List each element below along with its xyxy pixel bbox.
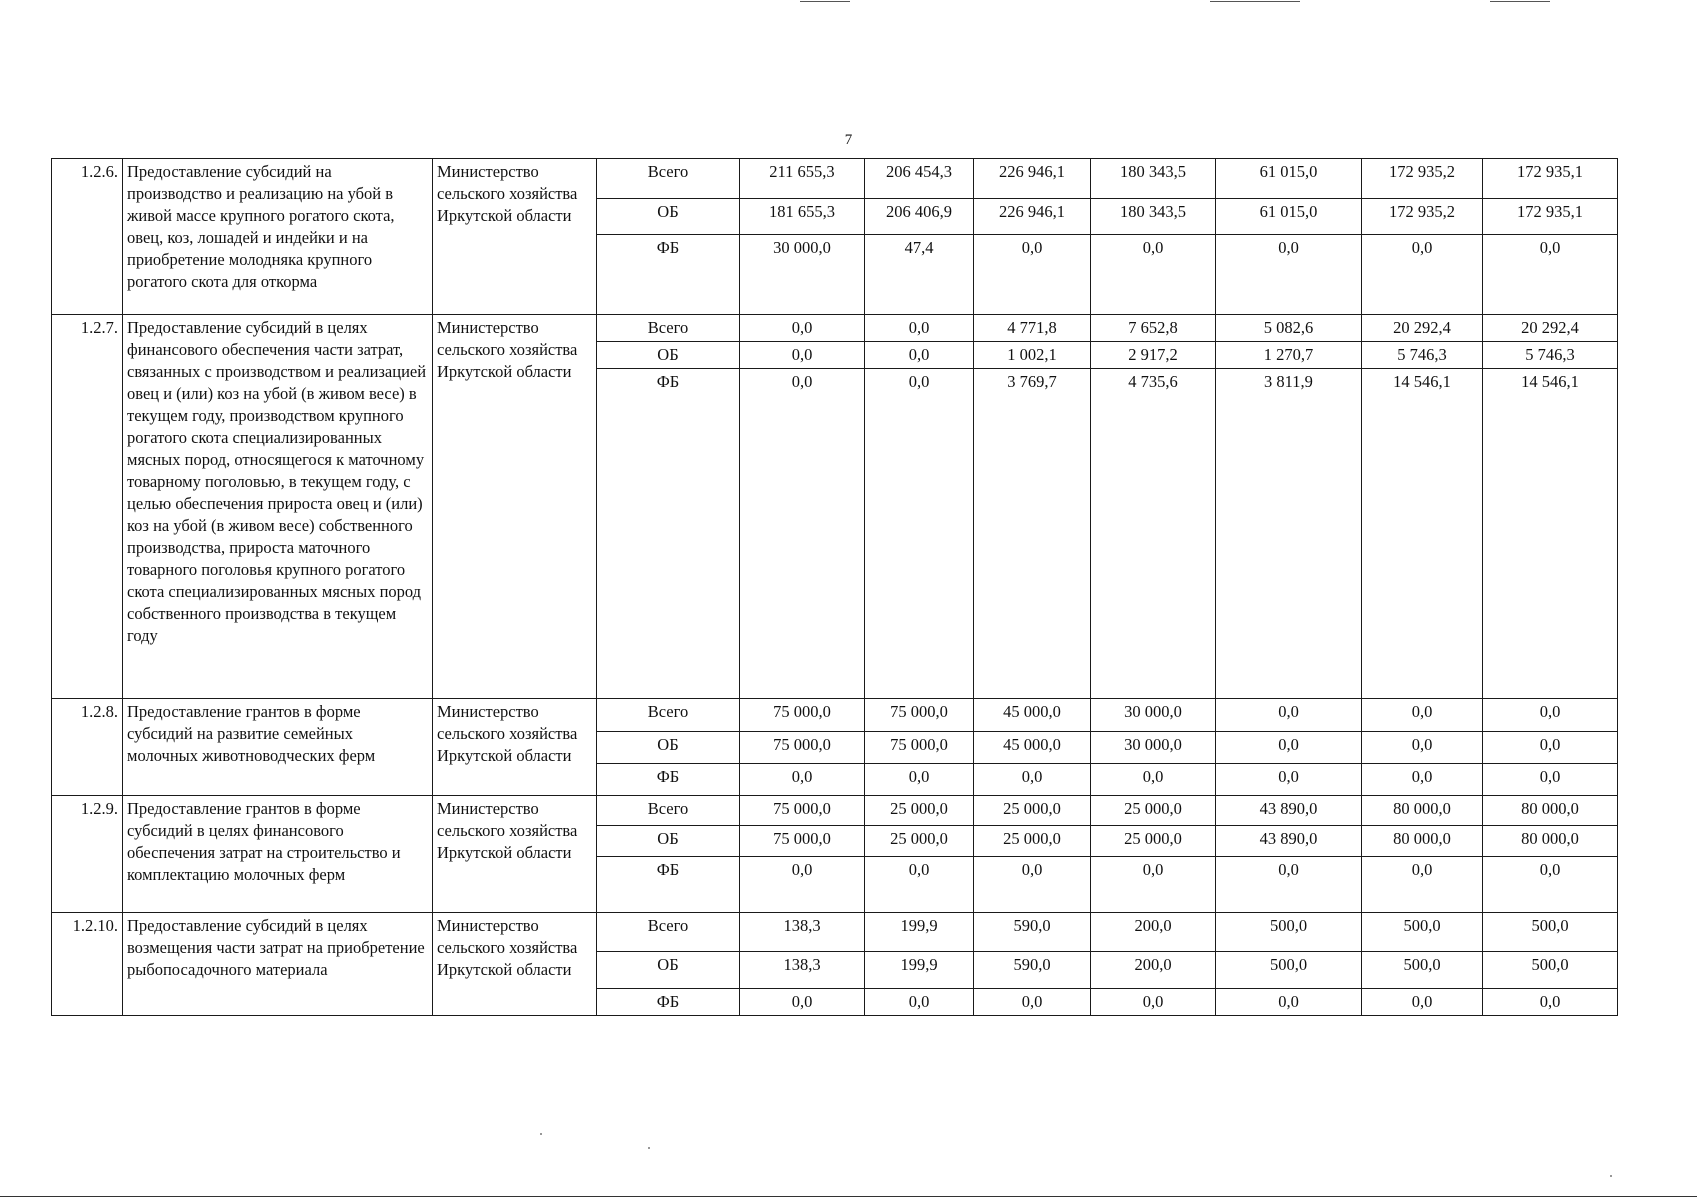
item-number: 1.2.8. (52, 699, 123, 796)
amount-cell: 1 002,1 (974, 342, 1091, 369)
amount-cell: 61 015,0 (1216, 199, 1362, 235)
scan-artifact-top (1490, 1, 1550, 2)
amount-cell: 172 935,1 (1483, 199, 1618, 235)
amount-cell: 0,0 (865, 342, 974, 369)
amount-cell: 0,0 (974, 989, 1091, 1016)
amount-cell: 0,0 (1216, 764, 1362, 796)
amount-cell: 0,0 (974, 235, 1091, 315)
scan-artifact-bottom (0, 1196, 1697, 1197)
amount-cell: 0,0 (1362, 764, 1483, 796)
amount-cell: 75 000,0 (865, 732, 974, 764)
item-number: 1.2.9. (52, 796, 123, 913)
amount-cell: 138,3 (740, 913, 865, 952)
amount-cell: 30 000,0 (1091, 732, 1216, 764)
amount-cell: 500,0 (1483, 913, 1618, 952)
amount-cell: 5 746,3 (1362, 342, 1483, 369)
amount-cell: 138,3 (740, 952, 865, 989)
amount-cell: 0,0 (740, 315, 865, 342)
amount-cell: 0,0 (1091, 235, 1216, 315)
amount-cell: 0,0 (865, 857, 974, 913)
amount-cell: 0,0 (1483, 989, 1618, 1016)
amount-cell: 0,0 (1091, 764, 1216, 796)
amount-cell: 25 000,0 (1091, 826, 1216, 857)
item-description: Предоставление субсидий на производство и реализацию на убой в живой массе крупного рогатого скота, овец, коз, лошадей и индейки и на приобретение молодняка крупного рогатого скота для откорма (123, 159, 433, 315)
table-row (52, 796, 1618, 826)
funding-source: Всего (597, 159, 740, 199)
amount-cell: 200,0 (1091, 952, 1216, 989)
funding-source: ФБ (597, 857, 740, 913)
amount-cell: 226 946,1 (974, 199, 1091, 235)
amount-cell: 0,0 (740, 369, 865, 699)
amount-cell: 590,0 (974, 913, 1091, 952)
amount-cell: 5 082,6 (1216, 315, 1362, 342)
amount-cell: 0,0 (1362, 732, 1483, 764)
funding-source: Всего (597, 913, 740, 952)
amount-cell: 25 000,0 (974, 826, 1091, 857)
amount-cell: 0,0 (1216, 857, 1362, 913)
amount-cell: 500,0 (1362, 913, 1483, 952)
amount-cell: 0,0 (865, 764, 974, 796)
amount-cell: 0,0 (1216, 989, 1362, 1016)
amount-cell: 500,0 (1362, 952, 1483, 989)
scan-artifact-top (1210, 1, 1300, 2)
amount-cell: 172 935,2 (1362, 199, 1483, 235)
amount-cell: 80 000,0 (1362, 826, 1483, 857)
scan-speck (648, 1147, 650, 1149)
amount-cell: 0,0 (740, 342, 865, 369)
amount-cell: 3 769,7 (974, 369, 1091, 699)
amount-cell: 0,0 (1362, 235, 1483, 315)
amount-cell: 172 935,2 (1362, 159, 1483, 199)
responsible-party: Министерство сельского хозяйства Иркутской области (433, 913, 597, 1016)
funding-source: ФБ (597, 235, 740, 315)
amount-cell: 180 343,5 (1091, 199, 1216, 235)
amount-cell: 20 292,4 (1483, 315, 1618, 342)
amount-cell: 181 655,3 (740, 199, 865, 235)
amount-cell: 4 771,8 (974, 315, 1091, 342)
amount-cell: 0,0 (865, 315, 974, 342)
amount-cell: 25 000,0 (865, 796, 974, 826)
funding-source: Всего (597, 315, 740, 342)
scan-speck (1610, 1175, 1612, 1177)
amount-cell: 0,0 (865, 989, 974, 1016)
amount-cell: 43 890,0 (1216, 826, 1362, 857)
amount-cell: 75 000,0 (865, 699, 974, 732)
amount-cell: 61 015,0 (1216, 159, 1362, 199)
amount-cell: 30 000,0 (740, 235, 865, 315)
amount-cell: 500,0 (1216, 952, 1362, 989)
scan-artifact-top (800, 1, 850, 2)
amount-cell: 2 917,2 (1091, 342, 1216, 369)
amount-cell: 0,0 (1362, 989, 1483, 1016)
item-number: 1.2.7. (52, 315, 123, 699)
table-row (52, 315, 1618, 342)
amount-cell: 25 000,0 (865, 826, 974, 857)
item-description: Предоставление грантов в форме субсидий на развитие семейных молочных животноводческих ферм (123, 699, 433, 796)
amount-cell: 0,0 (1362, 857, 1483, 913)
amount-cell: 75 000,0 (740, 826, 865, 857)
amount-cell: 226 946,1 (974, 159, 1091, 199)
amount-cell: 0,0 (1091, 857, 1216, 913)
amount-cell: 25 000,0 (974, 796, 1091, 826)
amount-cell: 0,0 (740, 764, 865, 796)
amount-cell: 0,0 (1483, 235, 1618, 315)
amount-cell: 206 406,9 (865, 199, 974, 235)
amount-cell: 0,0 (1091, 989, 1216, 1016)
amount-cell: 500,0 (1483, 952, 1618, 989)
amount-cell: 0,0 (740, 857, 865, 913)
amount-cell: 0,0 (1483, 764, 1618, 796)
amount-cell: 30 000,0 (1091, 699, 1216, 732)
table-row (52, 159, 1618, 199)
amount-cell: 7 652,8 (1091, 315, 1216, 342)
responsible-party: Министерство сельского хозяйства Иркутской области (433, 796, 597, 913)
amount-cell: 172 935,1 (1483, 159, 1618, 199)
amount-cell: 3 811,9 (1216, 369, 1362, 699)
item-description: Предоставление грантов в форме субсидий в целях финансового обеспечения затрат на строительство и комплектацию молочных ферм (123, 796, 433, 913)
amount-cell: 0,0 (740, 989, 865, 1016)
amount-cell: 47,4 (865, 235, 974, 315)
page-number: 7 (844, 132, 853, 148)
amount-cell: 500,0 (1216, 913, 1362, 952)
funding-source: ФБ (597, 764, 740, 796)
amount-cell: 0,0 (1216, 732, 1362, 764)
item-description: Предоставление субсидий в целях возмещения части затрат на приобретение рыбопосадочного материала (123, 913, 433, 1016)
amount-cell: 45 000,0 (974, 699, 1091, 732)
amount-cell: 75 000,0 (740, 699, 865, 732)
program-table (51, 158, 1618, 1016)
table-body (52, 159, 1618, 1016)
funding-source: Всего (597, 699, 740, 732)
amount-cell: 0,0 (1216, 235, 1362, 315)
amount-cell: 0,0 (1483, 699, 1618, 732)
responsible-party: Министерство сельского хозяйства Иркутской области (433, 699, 597, 796)
funding-source: ОБ (597, 952, 740, 989)
funding-source: ОБ (597, 826, 740, 857)
amount-cell: 200,0 (1091, 913, 1216, 952)
funding-source: ФБ (597, 989, 740, 1016)
amount-cell: 0,0 (1362, 699, 1483, 732)
funding-source: Всего (597, 796, 740, 826)
amount-cell: 75 000,0 (740, 732, 865, 764)
item-number: 1.2.6. (52, 159, 123, 315)
amount-cell: 0,0 (974, 764, 1091, 796)
amount-cell: 5 746,3 (1483, 342, 1618, 369)
amount-cell: 0,0 (1483, 732, 1618, 764)
amount-cell: 80 000,0 (1362, 796, 1483, 826)
amount-cell: 80 000,0 (1483, 796, 1618, 826)
amount-cell: 206 454,3 (865, 159, 974, 199)
amount-cell: 199,9 (865, 913, 974, 952)
item-number: 1.2.10. (52, 913, 123, 1016)
amount-cell: 199,9 (865, 952, 974, 989)
amount-cell: 4 735,6 (1091, 369, 1216, 699)
amount-cell: 20 292,4 (1362, 315, 1483, 342)
responsible-party: Министерство сельского хозяйства Иркутской области (433, 159, 597, 315)
amount-cell: 180 343,5 (1091, 159, 1216, 199)
amount-cell: 75 000,0 (740, 796, 865, 826)
funding-source: ОБ (597, 732, 740, 764)
scan-speck (540, 1133, 542, 1135)
table-row (52, 699, 1618, 732)
amount-cell: 590,0 (974, 952, 1091, 989)
amount-cell: 0,0 (865, 369, 974, 699)
funding-source: ОБ (597, 342, 740, 369)
table-row (52, 913, 1618, 952)
amount-cell: 14 546,1 (1483, 369, 1618, 699)
amount-cell: 0,0 (1483, 857, 1618, 913)
amount-cell: 45 000,0 (974, 732, 1091, 764)
amount-cell: 14 546,1 (1362, 369, 1483, 699)
amount-cell: 211 655,3 (740, 159, 865, 199)
amount-cell: 80 000,0 (1483, 826, 1618, 857)
funding-source: ОБ (597, 199, 740, 235)
item-description: Предоставление субсидий в целях финансового обеспечения части затрат, связанных с производством и реализацией овец и (или) коз на убой (в живом весе) в текущем году, производством крупного рогатого скота специализированных мясных пород, относящегося к маточному товарному поголовью, в текущем году, с целью обеспечения прироста овец и (или) коз на убой (в живом весе) собственного производства, прироста маточного товарного поголовья крупного рогатого скота специализированных мясных пород собственного производства в текущем году (123, 315, 433, 699)
amount-cell: 0,0 (1216, 699, 1362, 732)
amount-cell: 0,0 (974, 857, 1091, 913)
amount-cell: 43 890,0 (1216, 796, 1362, 826)
amount-cell: 1 270,7 (1216, 342, 1362, 369)
amount-cell: 25 000,0 (1091, 796, 1216, 826)
funding-source: ФБ (597, 369, 740, 699)
responsible-party: Министерство сельского хозяйства Иркутской области (433, 315, 597, 699)
